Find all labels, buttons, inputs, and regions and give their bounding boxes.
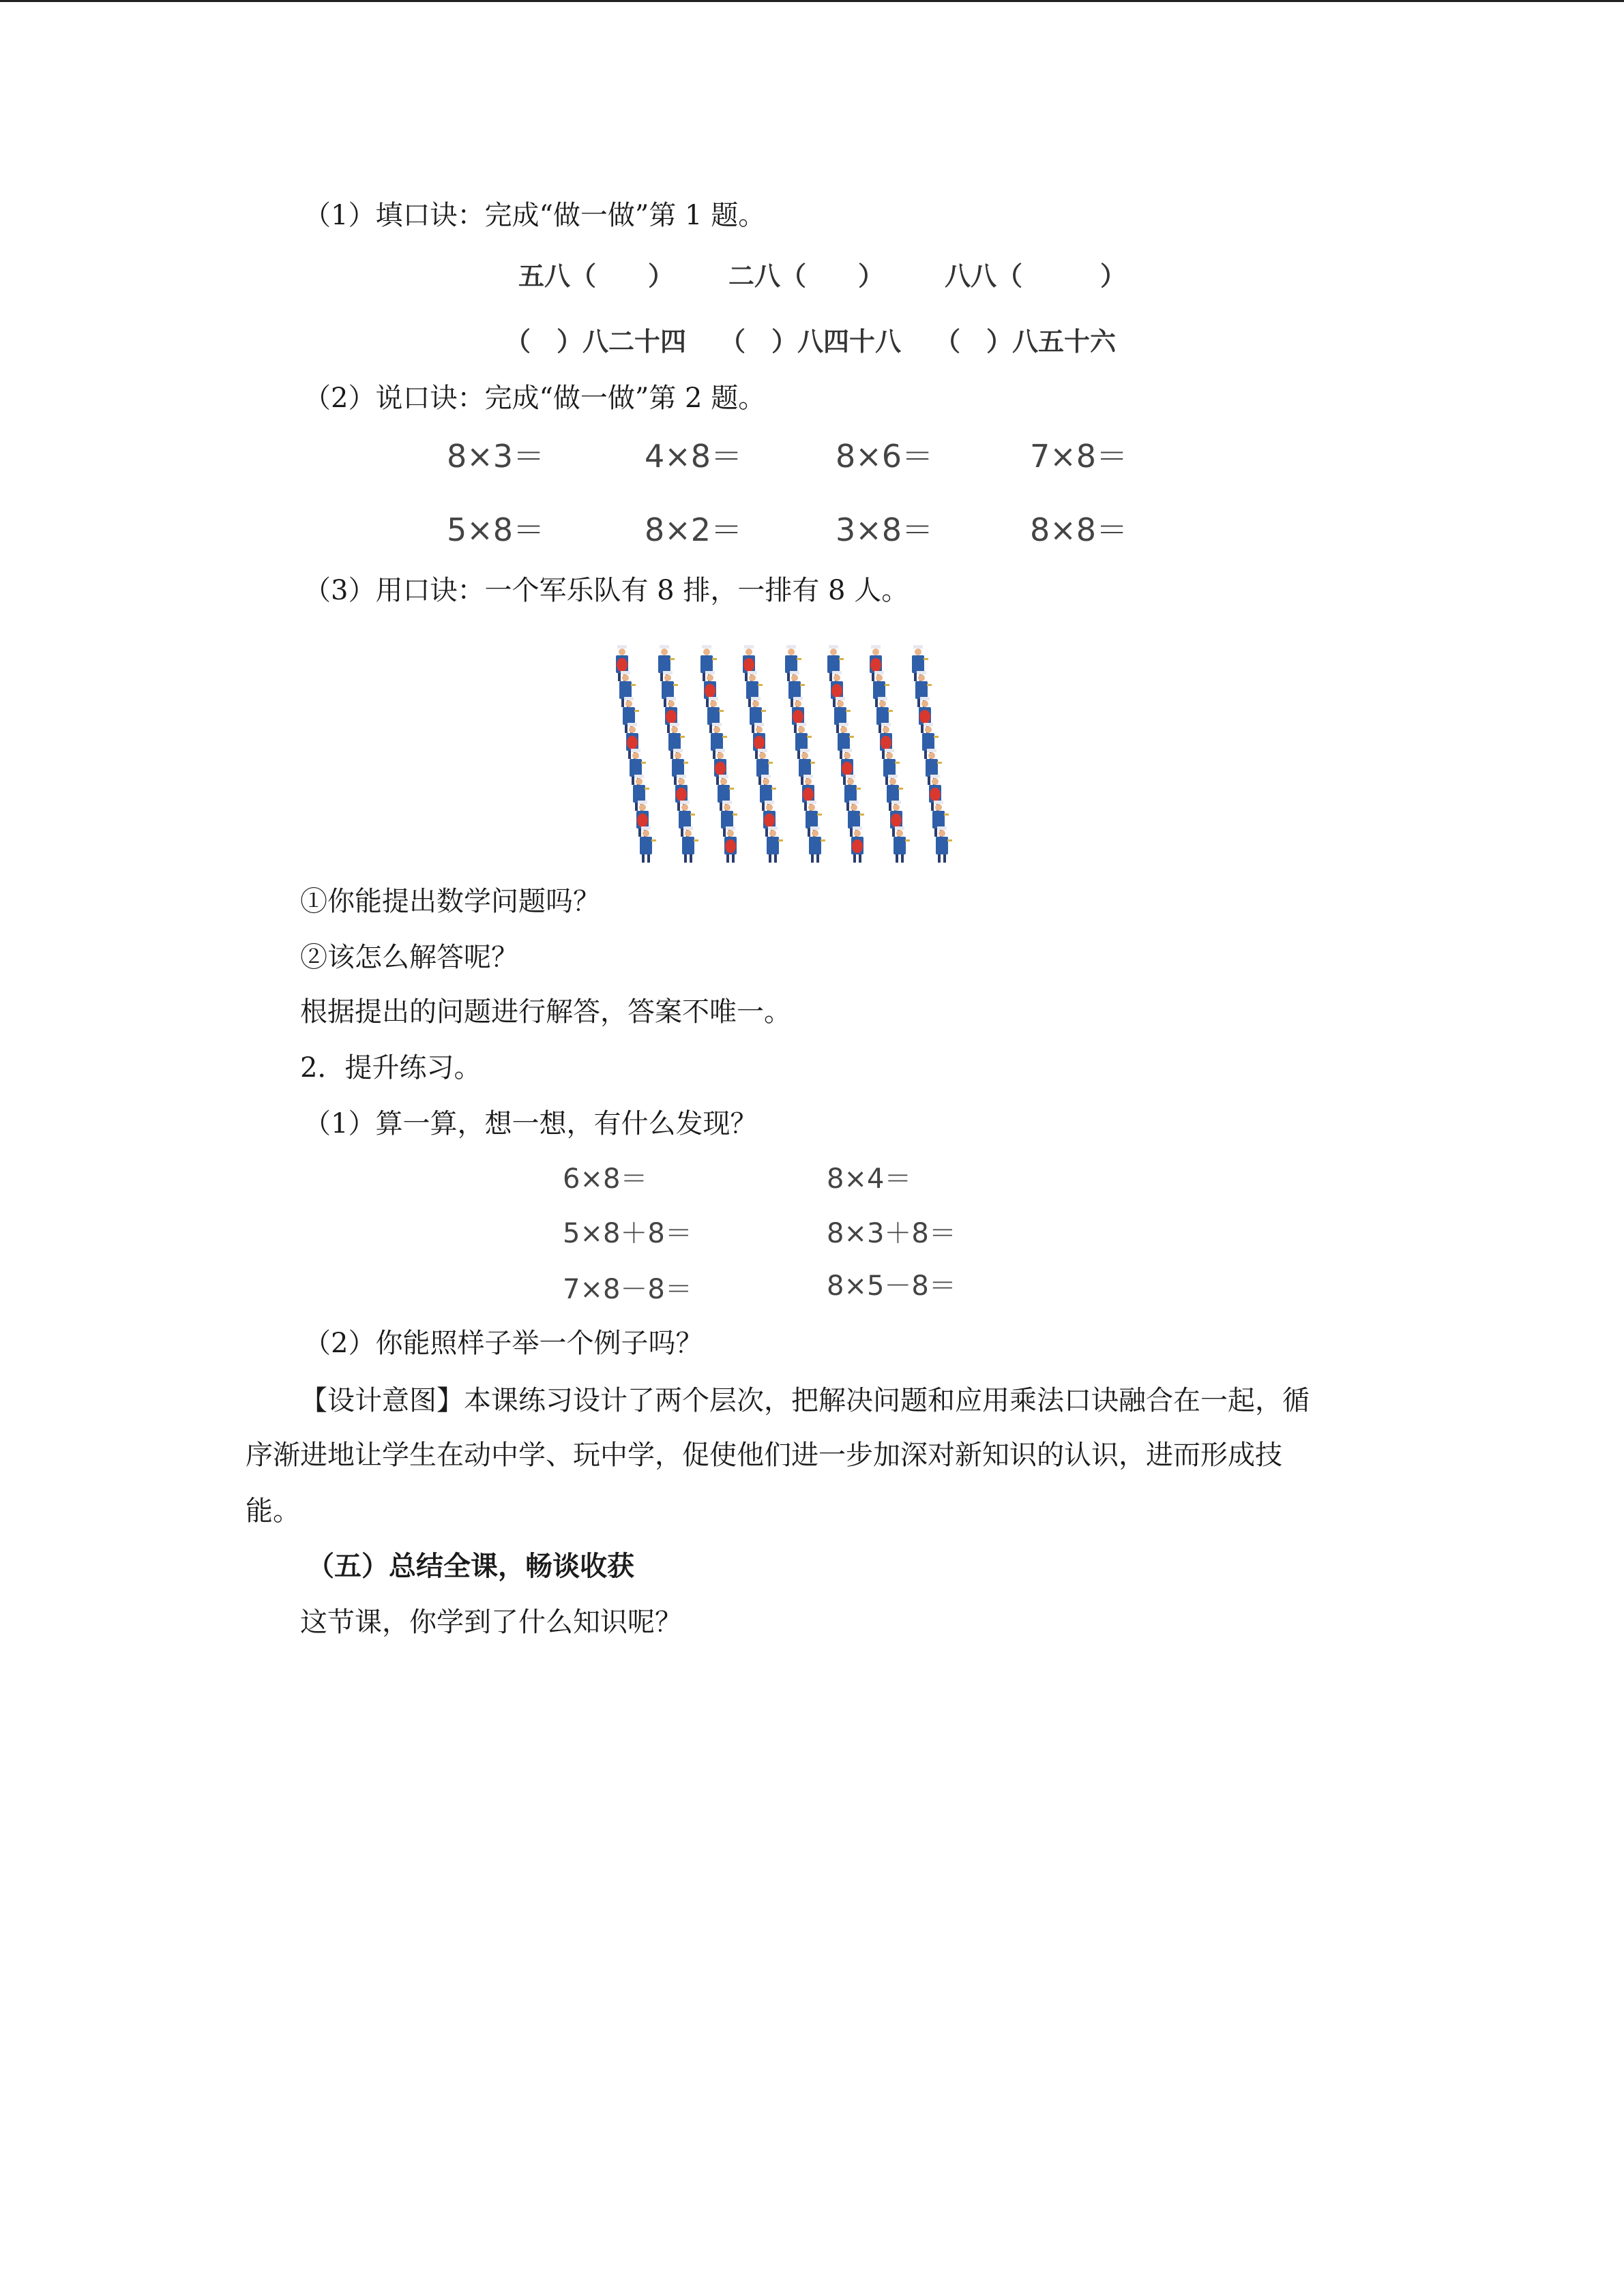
band-member: [724, 826, 737, 863]
calc-item: 8×5－8＝: [827, 1270, 956, 1302]
equation: 8×2＝: [645, 511, 743, 548]
design-intent-line: 能。: [246, 1495, 300, 1527]
fill-item: 二八（ ）: [728, 261, 885, 291]
calc-item: 7×8－8＝: [563, 1274, 692, 1305]
equation: 8×8＝: [1030, 511, 1128, 548]
section2-title: 2．提升练习。: [300, 1052, 482, 1084]
military-band-image: [587, 631, 1037, 869]
equation: 8×6＝: [836, 438, 934, 475]
calc-item: 6×8＝: [563, 1163, 648, 1195]
equation: 3×8＝: [836, 511, 934, 548]
fill-item: 五八（ ）: [518, 261, 675, 291]
equation: 8×3＝: [447, 438, 545, 475]
fill-item: 八八（ ）: [945, 261, 1127, 291]
answer-note: 根据提出的问题进行解答，答案不唯一。: [300, 996, 791, 1028]
equation: 5×8＝: [447, 511, 545, 548]
section5-title: （五）总结全课，畅谈收获: [307, 1551, 634, 1582]
design-intent-line: 序渐进地让学生在动中学、玩中学，促使他们进一步加深对新知识的认识，进而形成技: [246, 1440, 1282, 1471]
equation: 4×8＝: [645, 438, 743, 475]
section2-q2-title: （2）你能照样子举一个例子吗？: [304, 1328, 703, 1359]
design-intent-line: 【设计意图】本课练习设计了两个层次，把解决问题和应用乘法口诀融合在一起，循: [300, 1385, 1310, 1416]
fill-item: （ ）八四十八: [720, 327, 902, 357]
q3-title: （3）用口诀：一个军乐队有 8 排，一排有 8 人。: [304, 575, 909, 606]
section5-text: 这节课，你学到了什么知识呢？: [300, 1607, 682, 1638]
band-member: [682, 826, 698, 863]
band-member: [936, 826, 952, 863]
band-member: [809, 826, 825, 863]
q1-title: （1）填口诀：完成“做一做”第 1 题。: [304, 200, 766, 231]
equation: 7×8＝: [1030, 438, 1128, 475]
band-member: [767, 826, 783, 863]
calc-item: 5×8＋8＝: [563, 1218, 692, 1249]
band-member: [894, 826, 910, 863]
calc-item: 8×3＋8＝: [827, 1218, 956, 1249]
calc-item: 8×4＝: [827, 1163, 912, 1195]
fill-item: （ ）八五十六: [934, 327, 1117, 357]
q2-title: （2）说口诀：完成“做一做”第 2 题。: [304, 383, 766, 414]
band-member: [640, 826, 656, 863]
question-a: ①你能提出数学问题吗？: [300, 886, 600, 917]
fill-item: （ ）八二十四: [505, 327, 687, 357]
band-member: [851, 826, 863, 863]
top-border: [0, 0, 1624, 2]
section2-q1-title: （1）算一算，想一想，有什么发现？: [304, 1108, 758, 1139]
question-b: ②该怎么解答呢？: [300, 942, 518, 973]
